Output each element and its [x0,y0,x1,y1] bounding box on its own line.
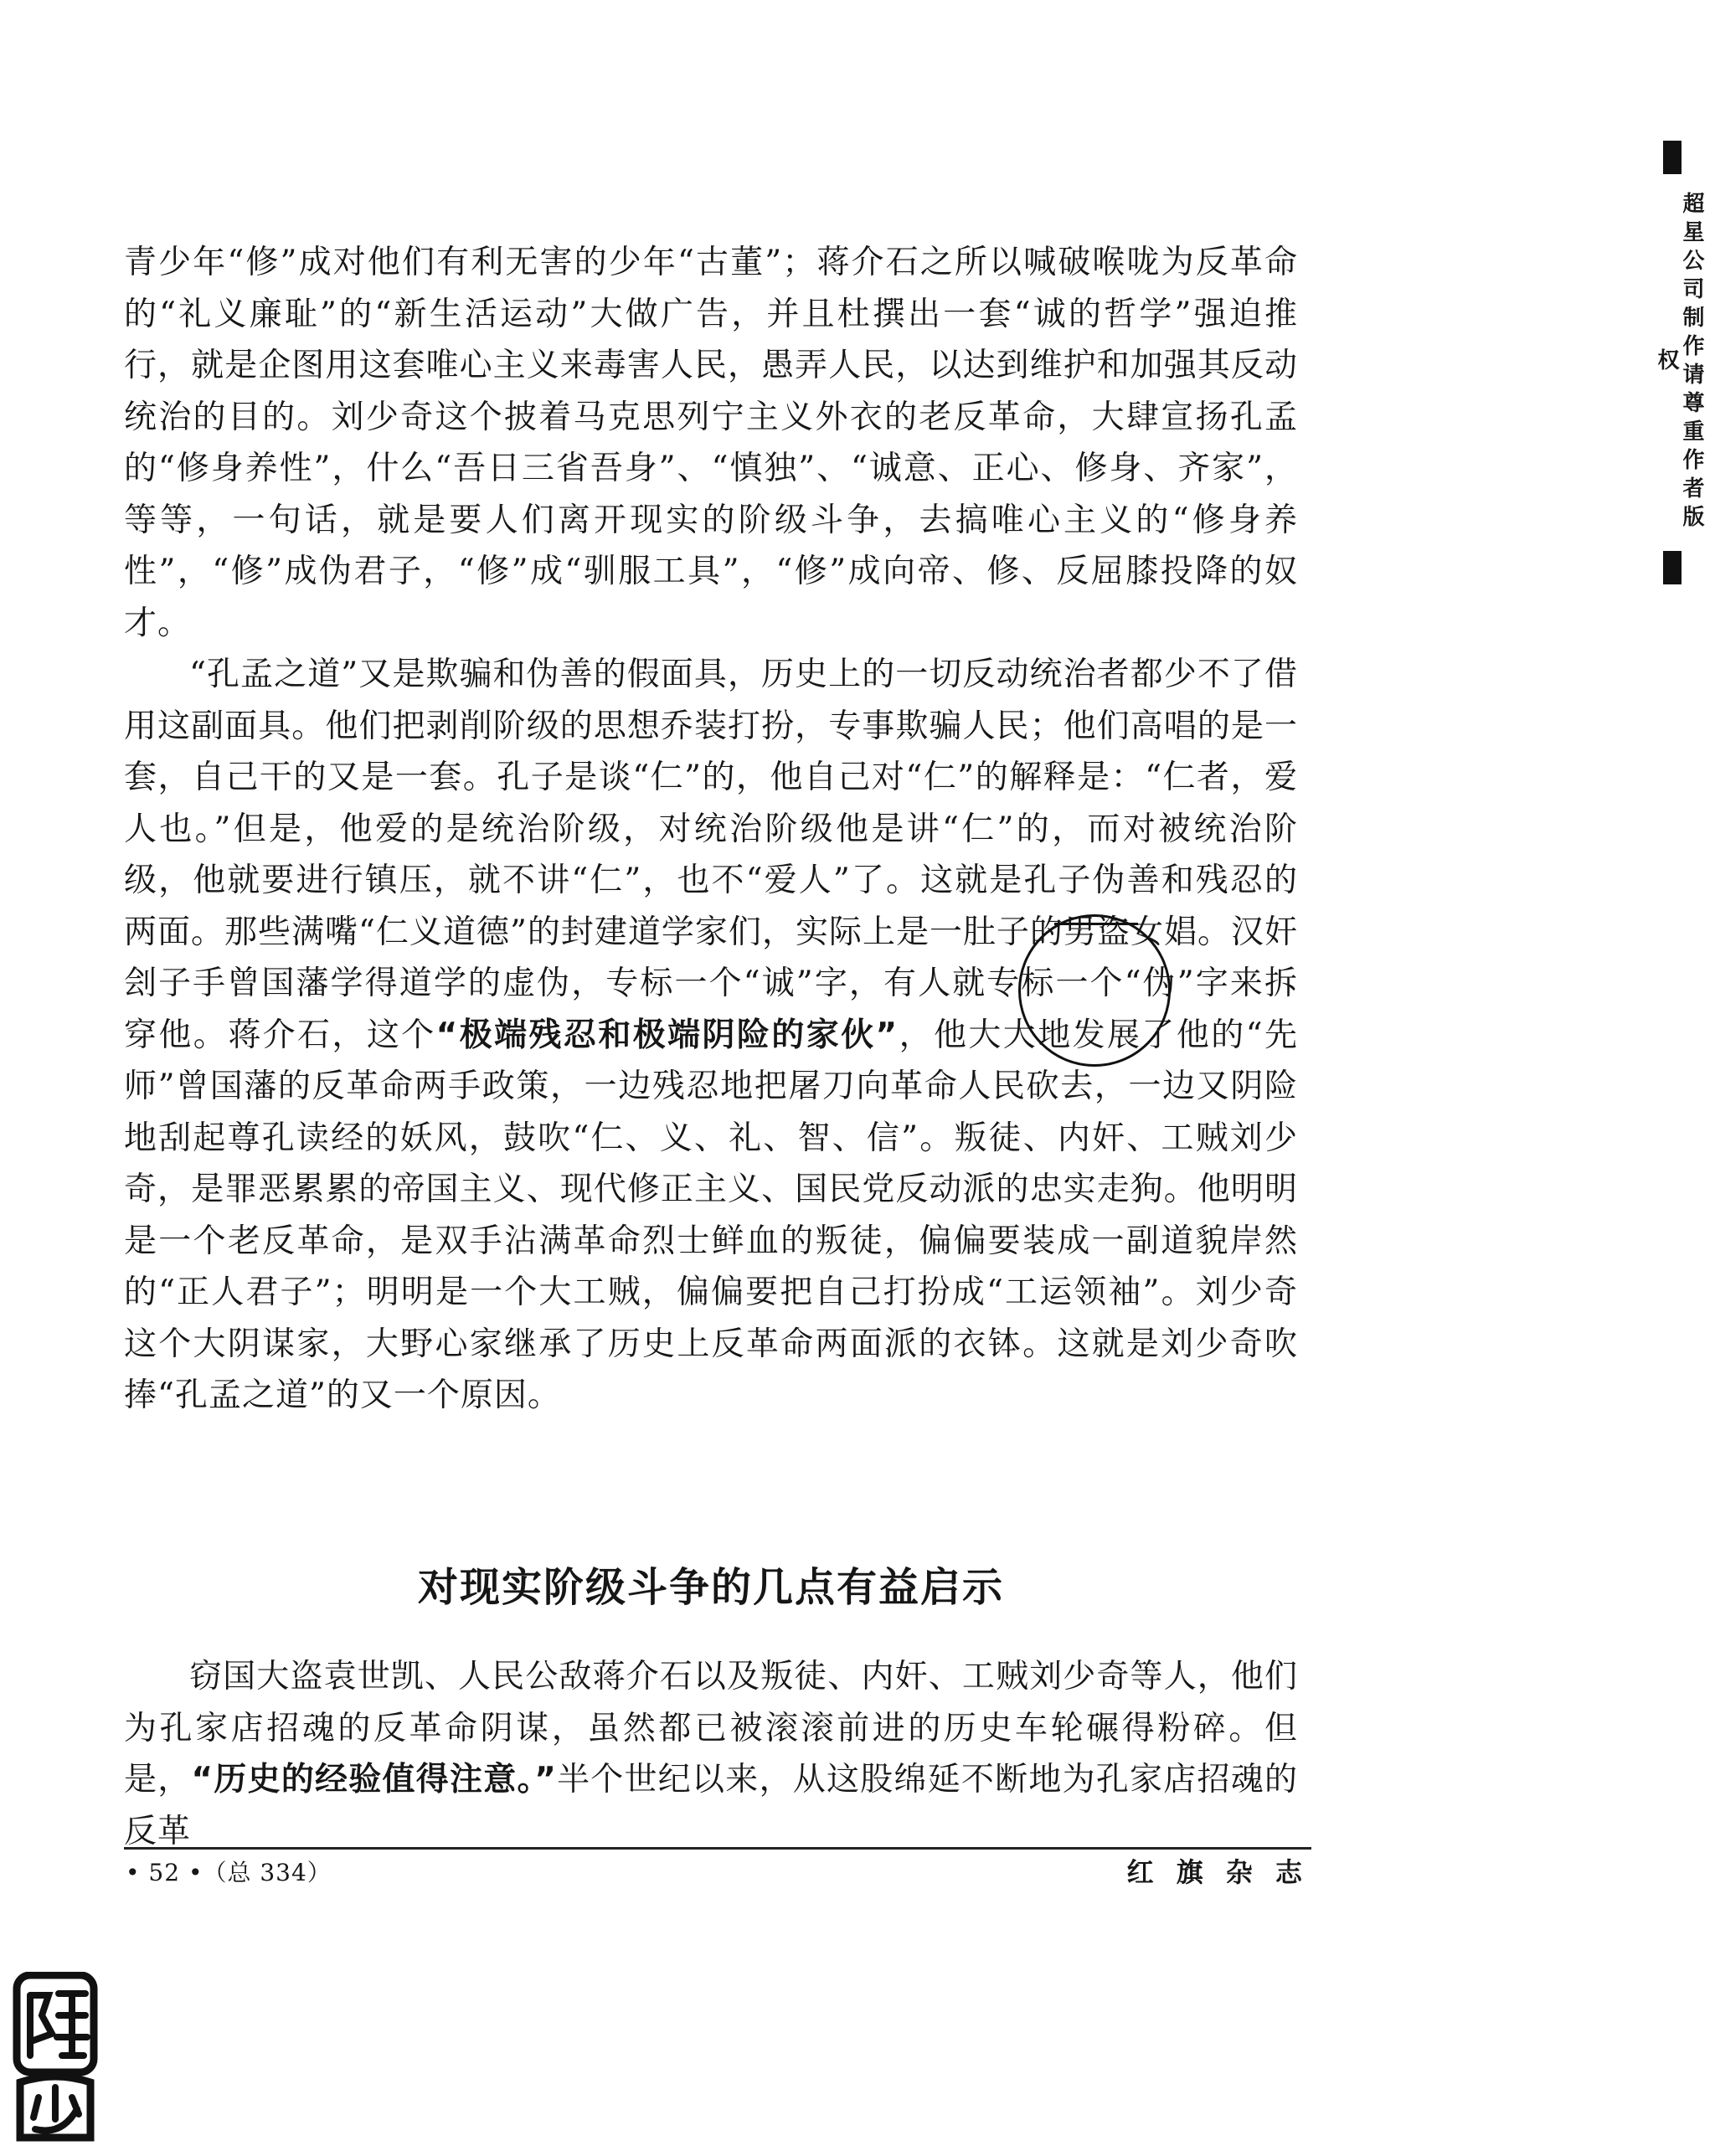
side-bar-bottom [1663,551,1682,584]
body-block-3 [124,1651,1298,1857]
paragraph-2-text-b: ，他大大地发展了他的“先师”曾国藩的反革命两手政策，一边残忍地把屠刀向革命人民砍去，一边又阴险地刮起尊孔读经的妖风，鼓吹“仁、义、礼、智、信”。叛徒、内奸、工贼刘少奇，是罪恶累累的帝国主义、现代修正主义、国民党反动派的忠实走狗。他明明是一个老反革命，是双手沾满革命烈士鲜血的叛徒，偏偏要装成一副道貌岸然的“正人君子”；明明是一个大工贼，偏偏要把自己打扮成“工运领袖”。刘少奇这个大阴谋家，大野心家继承了历史上反革命两面派的衣钵。这就是刘少奇吹捧“孔孟之道”的又一个原因。 [124,1016,1298,1414]
paragraph-3-text-a: 窃国大盗袁世凯、人民公敌蒋介石以及叛徒、内奸、工贼刘少奇等人，他们为孔家店招魂的反革命阴谋，虽然都已被滚滚前进的历史车轮碾得粉碎。但是， [124,1658,1298,1798]
paragraph-1: 青少年“修”成对他们有利无害的少年“古董”；蒋介石之所以喊破喉咙为反革命的“礼义廉耻”的“新生活运动”大做广告，并且杜撰出一套“诚的哲学”强迫推行，就是企图用这套唯心主义来毒害人民，愚弄人民，以达到维护和加强其反动统治的目的。刘少奇这个披着马克思列宁主义外衣的老反革命，大肆宣扬孔孟的“修身养性”，什么“吾日三省吾身”、“慎独”、“诚意、正心、修身、齐家”，等等，一句话，就是要人们离开现实的阶级斗争，去搞唯心主义的“修身养性”，“修”成伪君子，“修”成“驯服工具”，“修”成向帝、修、反屈膝投降的奴才。 [124,244,1298,642]
handwritten-underline-mark [1054,923,1138,925]
footer-publication: 红 旗 杂 志 [1126,1856,1309,1888]
paragraph-3 [124,1651,1298,1857]
seal-glyph-top [30,1994,87,2056]
section-heading: 对现实阶级斗争的几点有益启示 [417,1564,1004,1611]
paragraph-3-text-b: 半个世纪以来，从这股绵延不断地为孔家店招魂的反革 [124,1761,1298,1850]
body-block-2 [124,649,1298,1422]
body-block-1 [124,237,1298,649]
paragraph-2 [124,649,1298,1422]
paragraph-2-bold-quote: “极端残忍和极端阴险的家伙” [435,1016,899,1054]
footer-rule [124,1847,1311,1850]
seal-glyph-bottom [33,2087,79,2131]
paragraph-3-bold-quote: “历史的经验值得注意。” [191,1761,557,1798]
paragraph-2-text-a: “孔孟之道”又是欺骗和伪善的假面具，历史上的一切反动统治者都少不了借用这副面具。他们把剥削阶级的思想乔装打扮，专事欺骗人民；他们高唱的是一套，自己干的又是一套。孔子是谈“仁”的，他自己对“仁”的解释是：“仁者，爱人也。”但是，他爱的是统治阶级，对统治阶级他是讲“仁”的，而对被统治阶级，他就要进行镇压，就不讲“仁”，也不“爱人”了。这就是孔子伪善和残忍的两面。那些满嘴“仁义道德”的封建道学家们，实际上是一肚子的男盗女娼。汉奸刽子手曾国藩学得道学的虚伪，专标一个“诚”字，有人就专标一个“伪”字来拆穿他。蒋介石，这个 [124,656,1298,1054]
footer-page-number: • 52 •（总 334） [126,1859,332,1886]
seal-stamp [12,1972,99,2143]
side-bar-top [1663,141,1682,174]
side-notice-text: 超星公司制作请尊重作者版权 [1654,192,1704,533]
copyright-side-notice [1654,141,1704,593]
